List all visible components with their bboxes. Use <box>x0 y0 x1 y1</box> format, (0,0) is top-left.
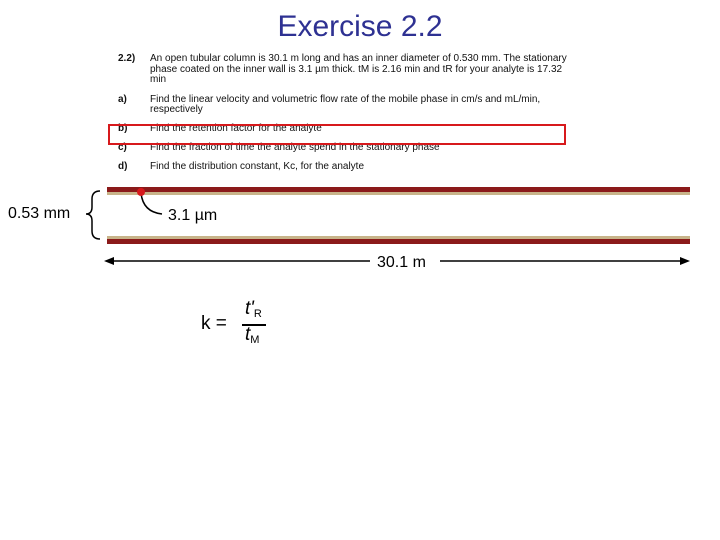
formula-numerator <box>245 298 262 320</box>
arrow-head-left <box>104 257 114 265</box>
numerator-text: t' <box>245 298 254 319</box>
item-text: Find the linear velocity and volumetric flow rate of the mobile phase in cm/s and mL/min, respectively <box>150 93 541 115</box>
item-text: Find the distribution constant, Kc, for the analyte <box>150 161 365 172</box>
item-letter: b) <box>118 123 128 134</box>
denominator-subscript: M <box>250 334 260 346</box>
item-letter: c) <box>118 142 127 153</box>
arrow-head-right <box>680 257 690 265</box>
item-text: Find the retention factor for the analyte <box>150 123 322 134</box>
coating-marker-dot <box>137 188 145 196</box>
diameter-brace <box>86 191 100 239</box>
denominator-text: t <box>245 324 251 345</box>
length-label: 30.1 m <box>377 254 426 271</box>
formula-denominator <box>245 324 259 346</box>
item-letter: a) <box>118 93 127 105</box>
slide-title: Exercise 2.2 <box>277 10 443 43</box>
numerator-subscript: R <box>253 308 262 320</box>
formula-lhs <box>201 313 227 335</box>
thickness-label: 3.1 µm <box>168 207 218 224</box>
item-text: Find the fraction of time the analyte spend in the stationary phase <box>150 142 440 153</box>
formula-lhs-text: k = <box>201 313 227 334</box>
item-letter: d) <box>118 161 128 172</box>
thickness-leader-line <box>141 193 162 214</box>
problem-statement-text: An open tubular column is 30.1 m long and has an inner diameter of 0.530 mm. The stationary phase coated on the inner wall is 3.1 µm thick. tM is 2.16 min and tR for your analyte is 17.32 min <box>150 53 567 85</box>
diameter-label: 0.53 mm <box>8 205 71 222</box>
problem-number: 2.2) <box>118 53 136 64</box>
